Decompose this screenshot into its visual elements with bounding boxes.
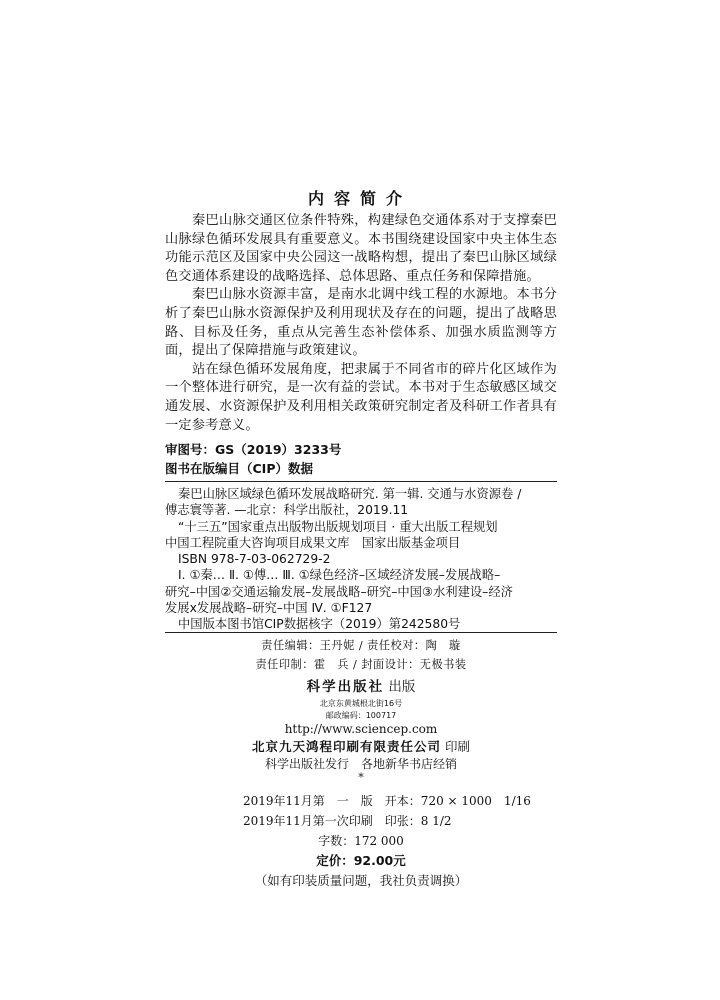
- publisher-name: 科学出版社: [306, 679, 385, 695]
- cip-line: Ⅰ. ①秦… Ⅱ. ①傅… Ⅲ. ①绿色经济–区域经济发展–发展战略–: [178, 568, 501, 583]
- word-count: 字数：172 000: [318, 834, 404, 848]
- intro-paragraph: 秦巴山脉水资源丰富，是南水北调中线工程的水源地。本书分析了秦巴山脉水资源保护及利用现状及存在的问题，提出了战略思路、目标及任务，重点从完善生态补偿体系、加强水质监测等方面，提出了保障措施与政策建议。: [165, 287, 557, 359]
- quality-notice: （如有印装质量问题，我社负责调换）: [254, 873, 468, 888]
- price: 定价：92.00元: [316, 853, 406, 868]
- cip-heading: 图书在版编目（CIP）数据: [165, 461, 313, 476]
- cip-line: 傅志寰等著. —北京：科学出版社，2019.11: [165, 503, 409, 518]
- cip-line: “十三五”国家重点出版物出版规划项目 · 重大出版工程规划: [178, 519, 498, 534]
- cip-bottom-rule: [165, 632, 557, 633]
- cip-line: 发展x发展战略–研究–中国 Ⅳ. ①F127: [165, 601, 373, 616]
- intro-paragraph: 秦巴山脉交通区位条件特殊，构建绿色交通体系对于支撑秦巴山脉绿色循环发展具有重要意义。本书围绕建设国家中央主体生态功能示范区及国家中央公园这一战略构想，提出了秦巴山脉区域绿色交通体系建设的战略选择、总体思路、重点任务和保障措施。: [165, 213, 557, 284]
- separator-star: *: [358, 771, 364, 784]
- edition-line: 2019年11月第 一 版 开本：720 × 1000 1/16: [243, 794, 531, 808]
- edition-block: [165, 791, 557, 891]
- intro-section: [165, 212, 557, 435]
- editors-line: 责任编辑：王丹妮 / 责任校对：陶 璇: [261, 639, 461, 652]
- cip-line: 研究–中国②交通运输发展–发展战略–研究–中国③水利建设–经济: [165, 584, 513, 599]
- publisher-postcode: 邮政编码：100717: [325, 710, 397, 720]
- distribution-line: 科学出版社发行 各地新华书店经销: [264, 757, 457, 771]
- print-design-line: 责任印制：霍 兵 / 封面设计：无极书装: [255, 658, 467, 671]
- cip-record: [165, 486, 557, 633]
- intro-paragraph: 站在绿色循环发展角度，把隶属于不同省市的碎片化区域作为一个整体进行研究，是一次有益的尝试。本书对于生态敏感区域交通发展、水资源保护及利用相关政策研究制定者及科研工作者具有一定参考意义。: [165, 361, 557, 433]
- printer-name: 北京九天鸿程印刷有限责任公司: [251, 739, 441, 754]
- intro-title: 内容简介: [307, 189, 412, 208]
- cip-isbn: ISBN 978-7-03-062729-2: [178, 552, 331, 567]
- cip-line: 中国版本图书馆CIP数据核字（2019）第242580号: [178, 617, 461, 632]
- publisher-address: 北京东黄城根北街16号: [319, 699, 403, 708]
- printing-line: 2019年11月第一次印刷 印张：8 1/2: [243, 814, 452, 828]
- publisher-block: [165, 676, 557, 783]
- publisher-suffix: 出版: [388, 679, 416, 695]
- cip-top-rule: [165, 481, 557, 482]
- cip-line: 中国工程院重大咨询项目成果文库 国家出版基金项目: [165, 535, 461, 550]
- publisher-url: http://www.sciencep.com: [284, 722, 438, 736]
- cip-line: 秦巴山脉区域绿色循环发展战略研究. 第一辑. 交通与水资源卷 /: [178, 487, 522, 501]
- map-review-number: 审图号：GS（2019）3233号: [165, 442, 342, 457]
- credits: [165, 636, 557, 674]
- printer-suffix: 印刷: [444, 739, 470, 754]
